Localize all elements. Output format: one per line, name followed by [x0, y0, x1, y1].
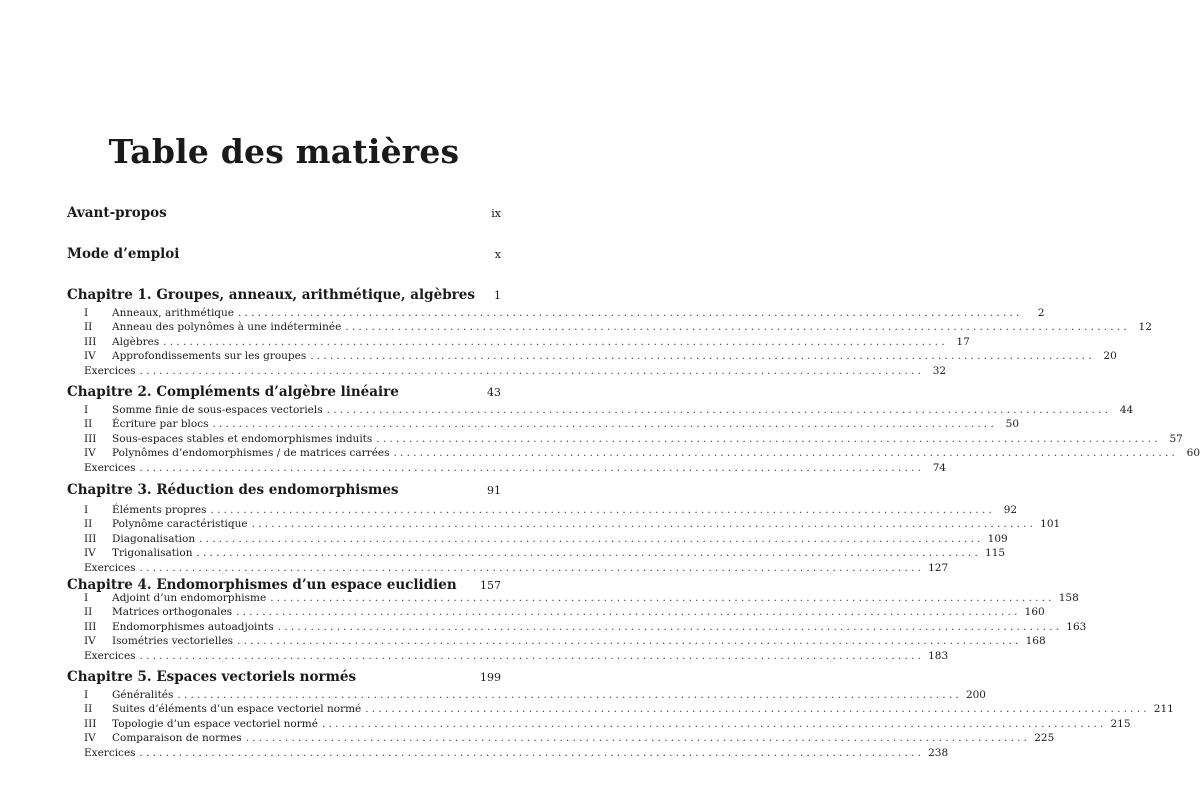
chapter-page: 43	[487, 386, 501, 399]
chapter-name: Compléments d’algèbre linéaire	[156, 384, 399, 400]
dot-leader: ........................................................................................................................	[196, 547, 982, 560]
section-number: IV	[84, 350, 96, 363]
section-title: Matrices orthogonales	[112, 606, 233, 619]
chapter-title	[67, 384, 399, 400]
section-page: 211	[1153, 703, 1174, 716]
dot-leader: ........................................................................................................................	[212, 418, 998, 431]
toc-section-row[interactable]	[84, 320, 1152, 334]
dot-leader: ........................................................................................................................	[238, 307, 1023, 319]
section-title: Sous-espaces stables et endomorphismes induits	[112, 432, 373, 445]
section-number: III	[84, 335, 97, 348]
section-page: 2	[1037, 307, 1045, 319]
toc-section-row[interactable]	[84, 461, 947, 475]
section-page: 215	[1110, 717, 1131, 730]
toc-section-row[interactable]	[84, 306, 1045, 320]
toc-section-row[interactable]	[84, 605, 1045, 619]
section-number: II	[84, 703, 93, 716]
toc-section-row[interactable]	[84, 349, 1117, 363]
section-page: 20	[1103, 350, 1117, 363]
section-title: Topologie d’un espace vectoriel normé	[112, 717, 318, 730]
section-title: Suites d’éléments d’un espace vectoriel normé	[112, 703, 362, 716]
toc-entry-avant-propos[interactable]	[67, 205, 501, 221]
section-title: Exercices	[84, 746, 136, 759]
section-title: Diagonalisation	[112, 532, 196, 545]
section-page: 115	[985, 547, 1006, 560]
section-number: III	[84, 432, 97, 445]
section-page: 57	[1169, 432, 1183, 445]
toc-entry-page: x	[494, 248, 501, 261]
section-number: I	[84, 307, 89, 319]
section-page: 50	[1005, 418, 1020, 431]
dot-leader: ........................................................................................................................	[270, 592, 1055, 604]
toc-entry-page: ix	[491, 207, 501, 220]
section-page: 12	[1138, 321, 1152, 334]
section-title: Polynômes d’endomorphismes / de matrices carrées	[112, 447, 390, 460]
section-number: II	[84, 321, 93, 334]
chapter-1-sections	[84, 306, 1152, 378]
chapter-title	[67, 669, 356, 685]
dot-leader: ........................................................................................................................	[251, 518, 1037, 531]
chapter-label: Chapitre 1.	[67, 287, 152, 303]
section-number: II	[84, 418, 93, 431]
section-page: 44	[1119, 404, 1134, 416]
dot-leader: ........................................................................................................................	[139, 561, 925, 574]
dot-leader: ........................................................................................................................	[245, 732, 1031, 745]
section-number: IV	[84, 732, 96, 745]
dot-leader: ........................................................................................................................	[345, 321, 1130, 334]
dot-leader: ........................................................................................................................	[139, 649, 925, 662]
section-number: I	[84, 404, 89, 416]
chapter-3-sections	[84, 503, 1061, 575]
section-number: IV	[84, 547, 96, 560]
toc-section-row[interactable]	[84, 546, 1006, 560]
toc-entry-mode-emploi[interactable]	[67, 246, 501, 262]
toc-section-row[interactable]	[84, 446, 1200, 460]
section-title: Exercices	[84, 561, 136, 574]
dot-leader: ........................................................................................................................	[177, 689, 962, 701]
section-page: 127	[928, 561, 949, 574]
dot-leader: ........................................................................................................................	[210, 504, 996, 516]
chapter-name: Espaces vectoriels normés	[156, 669, 357, 685]
toc-section-row[interactable]	[84, 503, 1018, 517]
section-title: Éléments propres	[112, 504, 207, 516]
section-page: 92	[1003, 504, 1018, 516]
toc-section-row[interactable]	[84, 634, 1046, 648]
toc-section-row[interactable]	[84, 688, 986, 702]
section-number: IV	[84, 447, 96, 460]
section-title: Anneaux, arithmétique	[112, 307, 235, 319]
section-page: 109	[987, 532, 1008, 545]
section-page: 163	[1066, 620, 1087, 633]
section-title: Algèbres	[112, 335, 160, 348]
toc-section-row[interactable]	[84, 417, 1020, 431]
toc-entry-label: Mode d’emploi	[67, 246, 180, 262]
toc-section-row[interactable]	[84, 649, 949, 663]
toc-section-row[interactable]	[84, 717, 1131, 731]
toc-entry-label: Avant-propos	[67, 205, 167, 221]
chapter-label: Chapitre 4.	[67, 577, 152, 593]
section-page: 101	[1040, 518, 1061, 531]
section-number: I	[84, 689, 89, 701]
toc-section-row[interactable]	[84, 532, 1008, 546]
chapter-label: Chapitre 3.	[67, 482, 152, 498]
chapter-5-sections	[84, 688, 1174, 760]
toc-section-row[interactable]	[84, 591, 1079, 605]
chapter-page: 91	[487, 484, 501, 497]
chapter-page: 199	[480, 671, 501, 684]
dot-leader: ........................................................................................................................	[236, 606, 1021, 619]
dot-leader: ........................................................................................................................	[237, 635, 1022, 648]
section-page: 168	[1025, 635, 1046, 648]
toc-section-row[interactable]	[84, 746, 949, 760]
section-page: 158	[1058, 592, 1079, 604]
section-number: I	[84, 504, 89, 516]
section-title: Polynôme caractéristique	[112, 518, 248, 531]
section-number: IV	[84, 635, 96, 648]
section-title: Comparaison de normes	[112, 732, 242, 745]
dot-leader: ........................................................................................................................	[163, 335, 948, 348]
chapter-title	[67, 482, 399, 498]
section-page: 160	[1024, 606, 1045, 619]
chapter-page: 1	[494, 289, 501, 302]
section-title: Endomorphismes autoadjoints	[112, 620, 274, 633]
section-page: 200	[965, 689, 986, 701]
dot-leader: ........................................................................................................................	[365, 703, 1150, 716]
toc-section-row[interactable]	[84, 620, 1087, 634]
chapter-2-sections	[84, 403, 1200, 475]
toc-section-row[interactable]	[84, 403, 1134, 417]
section-title: Exercices	[84, 364, 136, 377]
chapter-name: Endomorphismes d’un espace euclidien	[156, 577, 457, 593]
dot-leader: ........................................................................................................................	[326, 404, 1112, 416]
dot-leader: ........................................................................................................................	[199, 532, 984, 545]
dot-leader: ........................................................................................................................	[376, 432, 1161, 445]
section-title: Trigonalisation	[112, 547, 193, 560]
chapter-name: Réduction des endomorphismes	[156, 482, 399, 498]
section-page: 183	[928, 649, 949, 662]
section-page: 17	[956, 335, 970, 348]
page-title: Table des matières	[108, 132, 460, 171]
chapter-heading-2[interactable]	[67, 384, 501, 400]
chapter-title	[67, 287, 475, 303]
chapter-page: 157	[480, 579, 501, 592]
dot-leader: ........................................................................................................................	[310, 350, 1095, 363]
section-title: Écriture par blocs	[112, 418, 209, 431]
toc-section-row[interactable]	[84, 517, 1061, 531]
section-title: Généralités	[112, 689, 174, 701]
section-title: Somme finie de sous-espaces vectoriels	[112, 404, 323, 416]
section-number: II	[84, 518, 93, 531]
chapter-4-sections	[84, 591, 1087, 663]
chapter-label: Chapitre 5.	[67, 669, 152, 685]
toc-section-row[interactable]	[84, 702, 1174, 716]
section-number: I	[84, 592, 89, 604]
section-number: III	[84, 717, 97, 730]
chapter-heading-1[interactable]	[67, 287, 501, 303]
toc-section-row[interactable]	[84, 432, 1183, 446]
section-page: 238	[928, 746, 949, 759]
dot-leader: ........................................................................................................................	[139, 461, 925, 474]
section-title: Isométries vectorielles	[112, 635, 234, 648]
section-title: Exercices	[84, 649, 136, 662]
section-number: III	[84, 620, 97, 633]
toc-section-row[interactable]	[84, 731, 1055, 745]
dot-leader: ........................................................................................................................	[321, 717, 1107, 730]
section-page: 32	[932, 364, 947, 377]
toc-section-row[interactable]	[84, 364, 947, 378]
section-number: II	[84, 606, 93, 619]
section-page: 225	[1034, 732, 1055, 745]
dot-leader: ........................................................................................................................	[139, 364, 925, 377]
dot-leader: ........................................................................................................................	[393, 447, 1179, 460]
section-page: 60	[1186, 447, 1200, 460]
chapter-heading-3[interactable]	[67, 482, 501, 498]
section-title: Anneau des polynômes à une indéterminée	[112, 321, 342, 334]
section-page: 74	[932, 461, 947, 474]
dot-leader: ........................................................................................................................	[277, 620, 1063, 633]
chapter-label: Chapitre 2.	[67, 384, 152, 400]
chapter-heading-5[interactable]	[67, 669, 501, 685]
section-title: Adjoint d’un endomorphisme	[112, 592, 267, 604]
section-title: Approfondissements sur les groupes	[112, 350, 307, 363]
section-number: III	[84, 532, 97, 545]
toc-section-row[interactable]	[84, 561, 949, 575]
chapter-name: Groupes, anneaux, arithmétique, algèbres	[156, 287, 475, 303]
section-title: Exercices	[84, 461, 136, 474]
dot-leader: ........................................................................................................................	[139, 746, 925, 759]
toc-section-row[interactable]	[84, 335, 970, 349]
